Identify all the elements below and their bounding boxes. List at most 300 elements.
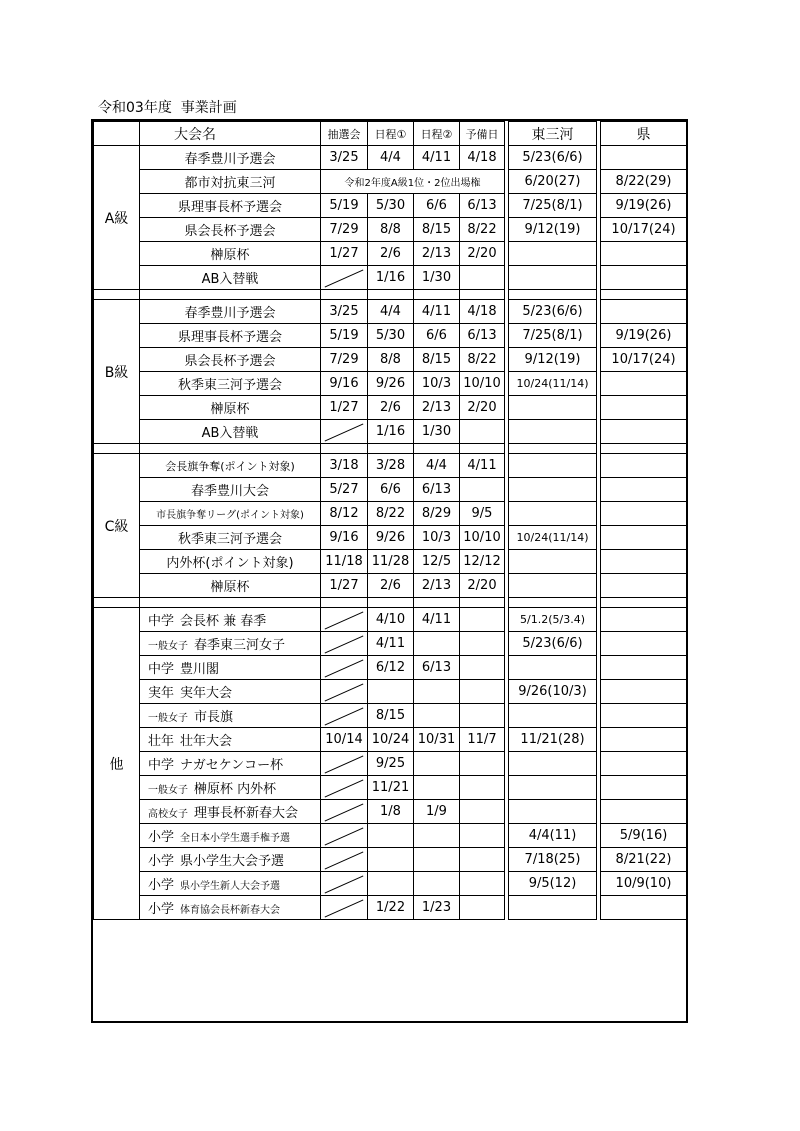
day1-date: 5/30 [368,194,414,218]
category-label: 一般女子 [148,641,188,652]
event-name-cell [140,800,321,824]
event-name: 全日本小学生選手権予選 [180,833,291,844]
east-mikawa-date: 7/25(8/1) [509,324,597,348]
event-name-cell [140,752,321,776]
day1-date: 2/6 [368,396,414,420]
table-body [94,146,687,920]
east-mikawa-date: 5/1.2(5/3.4) [509,608,597,632]
spare-date: 2/20 [460,396,505,420]
table-row [94,502,687,526]
day1-date: 8/15 [368,704,414,728]
east-mikawa-date: 5/23(6/6) [509,632,597,656]
group-label: 他 [94,608,140,920]
draw-date: 8/12 [321,502,368,526]
east-mikawa-date [509,800,597,824]
spacer-cell [368,598,414,608]
header-pref: 県 [601,122,687,146]
spacer-cell [414,290,460,300]
spare-date: 10/10 [460,526,505,550]
event-name: 春季豊川予選会 [140,300,321,324]
day2-date [414,680,460,704]
prefecture-date [601,502,687,526]
day2-date: 10/3 [414,372,460,396]
table-row [94,348,687,372]
east-mikawa-date [509,266,597,290]
prefecture-date [601,242,687,266]
east-mikawa-date [509,896,597,920]
category-label: 小学 [148,878,175,893]
event-name: 榊原杯 [140,242,321,266]
day1-date: 8/22 [368,502,414,526]
table-row [94,526,687,550]
event-name: 壮年大会 [180,734,233,749]
table-row [94,704,687,728]
table-row [94,848,687,872]
event-name-cell [140,680,321,704]
day1-date: 6/6 [368,478,414,502]
event-name: 榊原杯 内外杯 [194,782,277,797]
event-name: 理事長杯新春大会 [194,806,299,821]
event-name: 内外杯(ポイント対象) [140,550,321,574]
event-name-cell [140,896,321,920]
spare-date: 2/20 [460,242,505,266]
east-mikawa-date: 10/24(11/14) [509,372,597,396]
spare-date [460,478,505,502]
day1-date: 10/24 [368,728,414,752]
day2-date: 1/23 [414,896,460,920]
prefecture-date [601,632,687,656]
table-row [94,550,687,574]
spare-date [460,896,505,920]
spare-date [460,420,505,444]
header-name: 大会名 [140,122,321,146]
header-spare: 予備日 [460,122,505,146]
draw-date [321,776,368,800]
east-mikawa-date: 11/21(28) [509,728,597,752]
spare-date [460,752,505,776]
page-title: 令和03年度 事業計画 [98,100,237,116]
spacer-cell [601,290,687,300]
east-mikawa-date [509,396,597,420]
spacer-cell [509,444,597,454]
category-label: 壮年 [148,734,175,749]
day2-date: 4/11 [414,300,460,324]
spare-date [460,704,505,728]
header-day2: 日程② [414,122,460,146]
east-mikawa-date: 9/5(12) [509,872,597,896]
east-mikawa-date: 9/12(19) [509,348,597,372]
spacer-cell [460,444,505,454]
group-label: A級 [94,146,140,290]
prefecture-date [601,704,687,728]
table-row [94,776,687,800]
day2-date: 2/13 [414,574,460,598]
table-row [94,728,687,752]
day2-date: 6/13 [414,478,460,502]
day1-date: 4/4 [368,146,414,170]
east-mikawa-date [509,502,597,526]
draw-date [321,632,368,656]
east-mikawa-date [509,454,597,478]
spacer-cell [414,598,460,608]
category-label: 中学 [148,614,175,629]
prefecture-date [601,680,687,704]
spare-date [460,266,505,290]
draw-date [321,752,368,776]
note-cell: 令和2年度A級1位・2位出場権 [321,170,505,194]
day2-date: 6/6 [414,194,460,218]
event-name: 春季豊川大会 [140,478,321,502]
spacer-cell [460,290,505,300]
day2-date: 4/4 [414,454,460,478]
event-name: ナガセケンコー杯 [180,758,284,773]
east-mikawa-date: 5/23(6/6) [509,146,597,170]
spacer-cell [140,290,321,300]
day2-date: 10/31 [414,728,460,752]
draw-date [321,824,368,848]
east-mikawa-date [509,776,597,800]
east-mikawa-date: 6/20(27) [509,170,597,194]
draw-date: 7/29 [321,218,368,242]
draw-date: 10/14 [321,728,368,752]
spare-date: 10/10 [460,372,505,396]
draw-date: 5/27 [321,478,368,502]
east-mikawa-date [509,656,597,680]
table-row [94,574,687,598]
spare-date: 11/7 [460,728,505,752]
spacer-cell [601,444,687,454]
event-name-cell [140,632,321,656]
draw-date: 3/25 [321,300,368,324]
spare-date [460,632,505,656]
day2-date: 10/3 [414,526,460,550]
east-mikawa-date: 5/23(6/6) [509,300,597,324]
event-name: AB入替戦 [140,420,321,444]
day2-date: 1/9 [414,800,460,824]
prefecture-date [601,752,687,776]
group-label: B級 [94,300,140,444]
event-name: 市長旗争奪リーグ(ポイント対象) [140,502,321,526]
spacer-cell [94,444,140,454]
east-mikawa-date: 10/24(11/14) [509,526,597,550]
prefecture-date: 10/17(24) [601,218,687,242]
event-name: 豊川閣 [180,662,220,677]
event-name-cell [140,656,321,680]
event-name: 体育協会長杯新春大会 [180,905,281,916]
spare-date [460,680,505,704]
prefecture-date: 8/21(22) [601,848,687,872]
prefecture-date [601,608,687,632]
header-east: 東三河 [509,122,597,146]
draw-date [321,704,368,728]
event-name: 会長杯 兼 春季 [180,614,267,629]
event-name: 県小学生大会予選 [180,854,285,869]
spare-date [460,848,505,872]
event-name: 榊原杯 [140,574,321,598]
header-group [94,122,140,146]
category-label: 実年 [148,686,175,701]
category-label: 一般女子 [148,785,188,796]
draw-date [321,656,368,680]
spare-date: 12/12 [460,550,505,574]
prefecture-date: 10/17(24) [601,348,687,372]
draw-date [321,420,368,444]
event-name: 榊原杯 [140,396,321,420]
table-row [94,396,687,420]
day1-date: 4/11 [368,632,414,656]
event-name-cell [140,776,321,800]
event-name-cell [140,704,321,728]
table-row [94,454,687,478]
table-row [94,300,687,324]
spacer-cell [368,444,414,454]
table-row [94,146,687,170]
category-label: 中学 [148,662,175,677]
prefecture-date [601,372,687,396]
table-row [94,372,687,396]
day1-date [368,848,414,872]
event-name-cell [140,608,321,632]
spare-date [460,656,505,680]
prefecture-date [601,896,687,920]
day2-date [414,632,460,656]
day2-date: 2/13 [414,396,460,420]
prefecture-date [601,728,687,752]
spare-date: 4/18 [460,300,505,324]
spacer-cell [321,290,368,300]
day2-date [414,752,460,776]
spare-date: 4/18 [460,146,505,170]
spare-date [460,872,505,896]
event-name-cell [140,848,321,872]
day1-date: 2/6 [368,574,414,598]
draw-date: 9/16 [321,372,368,396]
spare-date: 2/20 [460,574,505,598]
day2-date: 8/15 [414,218,460,242]
prefecture-date [601,454,687,478]
header-draw: 抽選会 [321,122,368,146]
spacer-cell [460,598,505,608]
day1-date: 8/8 [368,218,414,242]
day2-date: 4/11 [414,146,460,170]
day2-date: 6/6 [414,324,460,348]
day1-date: 4/4 [368,300,414,324]
prefecture-date [601,420,687,444]
day1-date: 9/26 [368,526,414,550]
spacer-cell [140,598,321,608]
group-label: C級 [94,454,140,598]
east-mikawa-date: 9/12(19) [509,218,597,242]
category-label: 中学 [148,758,175,773]
draw-date: 11/18 [321,550,368,574]
event-name: 県会長杯予選会 [140,218,321,242]
day2-date [414,704,460,728]
prefecture-date [601,266,687,290]
day1-date [368,824,414,848]
day1-date: 6/12 [368,656,414,680]
spare-date: 8/22 [460,218,505,242]
day1-date: 4/10 [368,608,414,632]
day1-date [368,872,414,896]
day2-date: 2/13 [414,242,460,266]
prefecture-date [601,478,687,502]
prefecture-date [601,146,687,170]
event-name-cell [140,824,321,848]
spacer-cell [94,598,140,608]
draw-date: 1/27 [321,242,368,266]
day2-date [414,848,460,872]
spacer-cell [368,290,414,300]
category-label: 小学 [148,854,175,869]
event-name: 実年大会 [180,686,233,701]
east-mikawa-date [509,752,597,776]
event-name: 春季豊川予選会 [140,146,321,170]
spacer-cell [321,444,368,454]
table-row [94,752,687,776]
category-label: 一般女子 [148,713,188,724]
spare-date [460,800,505,824]
category-label: 小学 [148,902,175,917]
east-mikawa-date [509,574,597,598]
prefecture-date [601,776,687,800]
east-mikawa-date: 4/4(11) [509,824,597,848]
day2-date: 6/13 [414,656,460,680]
category-label: 高校女子 [148,809,188,820]
day1-date: 5/30 [368,324,414,348]
prefecture-date [601,300,687,324]
day1-date: 1/16 [368,420,414,444]
table-row [94,242,687,266]
east-mikawa-date: 9/26(10/3) [509,680,597,704]
day2-date: 8/29 [414,502,460,526]
table-row [94,170,687,194]
table-row [94,266,687,290]
draw-date [321,266,368,290]
draw-date: 3/25 [321,146,368,170]
header-row [94,122,687,146]
event-name: AB入替戦 [140,266,321,290]
day2-date [414,776,460,800]
event-name: 県会長杯予選会 [140,348,321,372]
schedule-table [93,121,687,920]
prefecture-date: 9/19(26) [601,324,687,348]
table-row [94,896,687,920]
draw-date: 1/27 [321,574,368,598]
event-name: 都市対抗東三河 [140,170,321,194]
day1-date: 1/22 [368,896,414,920]
table-row [94,656,687,680]
table-row [94,218,687,242]
prefecture-date: 5/9(16) [601,824,687,848]
east-mikawa-date [509,420,597,444]
draw-date: 5/19 [321,194,368,218]
east-mikawa-date [509,478,597,502]
table-row [94,608,687,632]
day1-date: 11/21 [368,776,414,800]
prefecture-date: 10/9(10) [601,872,687,896]
spacer-row [94,290,687,300]
day1-date: 2/6 [368,242,414,266]
draw-date: 9/16 [321,526,368,550]
event-name: 会長旗争奪(ポイント対象) [140,454,321,478]
draw-date: 1/27 [321,396,368,420]
spare-date: 6/13 [460,324,505,348]
spacer-cell [509,290,597,300]
event-name: 県理事長杯予選会 [140,324,321,348]
event-name-cell [140,728,321,752]
day1-date: 11/28 [368,550,414,574]
spare-date: 8/22 [460,348,505,372]
day2-date [414,872,460,896]
table-row [94,824,687,848]
day2-date: 1/30 [414,420,460,444]
prefecture-date [601,550,687,574]
spacer-cell [414,444,460,454]
table-row [94,800,687,824]
event-name: 県理事長杯予選会 [140,194,321,218]
table-row [94,420,687,444]
table-row [94,872,687,896]
east-mikawa-date [509,704,597,728]
spacer-row [94,598,687,608]
table-row [94,632,687,656]
event-name: 県小学生新人大会予選 [180,881,281,892]
spare-date [460,776,505,800]
day1-date: 9/26 [368,372,414,396]
event-name-cell [140,872,321,896]
spare-date: 9/5 [460,502,505,526]
prefecture-date: 9/19(26) [601,194,687,218]
east-mikawa-date: 7/25(8/1) [509,194,597,218]
spacer-cell [140,444,321,454]
category-label: 小学 [148,830,175,845]
spare-date: 4/11 [460,454,505,478]
day1-date: 8/8 [368,348,414,372]
spacer-cell [509,598,597,608]
draw-date [321,608,368,632]
prefecture-date [601,656,687,680]
header-day1: 日程① [368,122,414,146]
draw-date [321,896,368,920]
table-row [94,478,687,502]
prefecture-date [601,396,687,420]
draw-date: 7/29 [321,348,368,372]
draw-date: 3/18 [321,454,368,478]
draw-date [321,680,368,704]
spacer-row [94,444,687,454]
table-row [94,680,687,704]
day2-date [414,824,460,848]
day2-date: 1/30 [414,266,460,290]
prefecture-date [601,574,687,598]
draw-date [321,872,368,896]
day2-date: 12/5 [414,550,460,574]
day1-date: 3/28 [368,454,414,478]
event-name: 春季東三河女子 [194,638,286,653]
spacer-cell [601,598,687,608]
day2-date: 8/15 [414,348,460,372]
day2-date: 4/11 [414,608,460,632]
prefecture-date [601,800,687,824]
spare-date [460,824,505,848]
day1-date: 1/16 [368,266,414,290]
table-row [94,194,687,218]
east-mikawa-date [509,550,597,574]
draw-date [321,848,368,872]
draw-date: 5/19 [321,324,368,348]
spacer-cell [321,598,368,608]
day1-date [368,680,414,704]
